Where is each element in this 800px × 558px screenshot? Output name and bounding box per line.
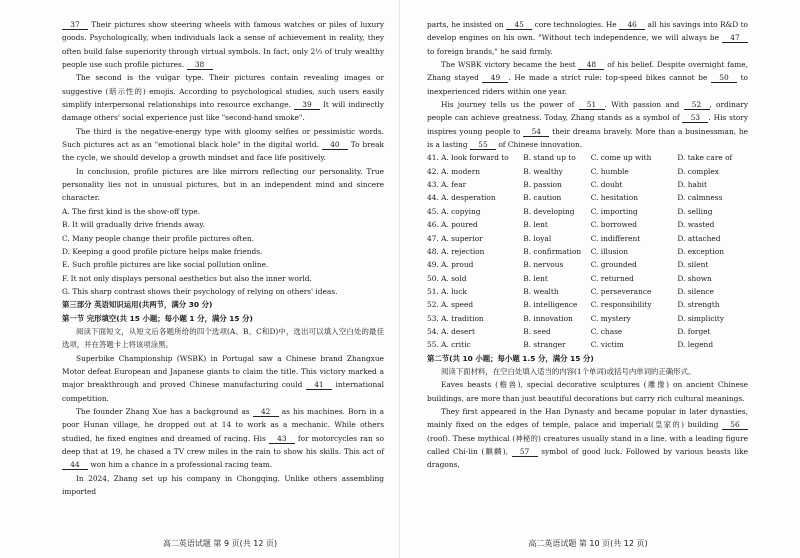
option-d[interactable]: D. forget [677,326,711,336]
option-b[interactable]: B. developing [523,206,575,216]
option-c[interactable]: C. come up with [590,153,652,163]
paragraph [62,232,384,245]
option-c[interactable]: C. perseverance [590,286,652,296]
option-row [427,232,748,245]
option-d[interactable]: D. complex [677,166,719,176]
grammar-fill-section [427,352,748,472]
text-run: The third is the negative-energy type with gloomy selfies or pessimistic words. Such pictures act as an "emotional black hole" in the digital world. [62,126,384,150]
option-n[interactable]: 53. A. tradition [427,313,484,323]
option-c[interactable]: C. hesitation [590,193,639,203]
text-run: B. It will gradually drive friends away. [62,220,205,230]
paragraph [62,352,384,405]
option-row [427,178,748,191]
paragraph [427,58,748,98]
paragraph [62,325,384,352]
text-run: core technologies. He [532,20,620,29]
section-heading [62,312,384,325]
option-row [427,298,748,311]
option-b[interactable]: B. wealth [523,286,559,296]
option-b[interactable]: B. lent [523,273,548,283]
option-d[interactable]: D. wasted [677,220,715,230]
answer-blank[interactable]: 45 [506,20,532,30]
section-heading [62,298,384,311]
paragraph [62,472,384,499]
text-run: to inexperienced riders within one year. [427,73,748,96]
paragraph [62,71,384,124]
option-d[interactable]: D. shown [677,273,712,283]
option-b[interactable]: B. nervous [523,260,564,270]
text-run: of Chinese innovation. [496,140,583,150]
answer-blank[interactable]: 42 [253,407,279,417]
option-b[interactable]: B. loyal [523,233,552,243]
text-run: It will indirectly damage others' social experience just like "second-hand smoke". [62,100,384,123]
option-row [427,205,748,218]
text-run: for motorcycles ran so deep that at 19, he chased a TV crew miles in the rain to show his skills. This act of [62,433,384,456]
paragraph [427,365,748,378]
answer-blank[interactable]: 49 [482,73,508,83]
option-c[interactable]: C. returned [590,273,634,283]
text-run: The second is the vulgar type. Their pictures contain revealing images or suggestive (暗示性的) emojis. According to psychological studies, such users easily simplify interpersonal relationships into resource exchange. [62,73,384,110]
answer-blank[interactable]: 52 [684,100,710,110]
text-run: G. This sharp contrast shows their psychology of relying on others' ideas. [62,286,338,296]
paragraph [62,272,384,285]
option-b[interactable]: B. passion [523,180,562,190]
option-b[interactable]: B. caution [523,193,562,203]
text-run: His journey tells us the power of [441,100,579,110]
option-d[interactable]: D. silence [677,286,714,296]
option-n[interactable]: 47. A. superior [427,233,483,243]
option-n[interactable]: 52. A. speed [427,300,474,310]
answer-blank[interactable]: 46 [619,20,645,30]
option-b[interactable]: B. confirmation [523,246,582,256]
text-run: . With passion and [604,100,684,110]
text-run: 第一节 完形填空(共 15 小题；每小题 1 分，满分 15 分) [62,313,253,323]
answer-blank[interactable]: 39 [294,100,320,110]
answer-blank[interactable]: 47 [722,33,748,43]
text-run: parts, he insisted on [427,20,507,29]
answer-blank[interactable]: 51 [579,100,605,110]
option-n[interactable]: 41. A. look forward to [427,153,509,163]
paragraph [427,378,748,405]
option-row [427,325,748,338]
answer-blank[interactable]: 53 [682,113,708,123]
option-row [427,218,748,231]
text-run: of his belief. Despite overnight fame, Zhang stayed [427,60,748,83]
answer-blank[interactable]: 56 [722,420,748,430]
option-n[interactable]: 50. A. sold [427,273,467,283]
text-run: The founder Zhang Xue has a background as [76,406,253,416]
option-d[interactable]: D. habit [677,180,707,190]
text-run: all his savings into R&D to develop engines on his own. "Without tech independence, we will always be [427,20,748,43]
answer-blank[interactable]: 38 [187,60,213,70]
option-d[interactable]: D. legend [677,340,714,350]
text-run: In 2024, Zhang set up his company in Chongqing. Unlike others assembling imported [62,473,384,497]
option-row [427,245,748,258]
section-heading [427,352,748,365]
text-run: Superbike Championship (WSBK) in Portugal saw a Chinese brand Zhangxue Motor defeat European and Japanese giants to claim the title. This victory marked a major breakthrough and proved Chinese manufacturing could [62,353,384,390]
text-run: They first appeared in the Han Dynasty and became popular in later dynasties, mainly fixed on the edges of temple, palace and imperial(皇家的) building [427,406,748,430]
text-run: won him a chance in a professional racing team. [88,460,273,470]
text-run: Their pictures show steering wheels with famous watches or piles of luxury goods. Psychologically, when individuals lack a sense of achievement in reality, they often build false superiority through virtual symbols. In fact, only 2⅓ of truly wealthy people use such profile pictures. [62,20,384,70]
option-c[interactable]: C. grounded [590,260,637,270]
paragraph [62,218,384,231]
paragraph [427,98,748,151]
answer-blank[interactable]: 40 [322,140,348,150]
text-run: D. Keeping a good profile picture helps make friends. [62,246,263,256]
text-run: A. The first kind is the show-off type. [62,206,201,216]
option-d[interactable]: D. attached [677,233,721,243]
answer-blank[interactable]: 48 [578,60,604,70]
text-run: . He made a strict rule: top-speed bikes cannot be [508,73,711,83]
option-c[interactable]: C. humble [590,166,629,176]
paragraph [62,165,384,205]
right-page-body [427,18,748,151]
option-n[interactable]: 51. A. luck [427,286,467,296]
text-run: international competition. [62,380,384,403]
option-b[interactable]: B. intelligence [523,300,578,310]
answer-blank[interactable]: 41 [306,380,332,390]
text-run: symbol of good luck. Followed by various beasts like dragons, [427,447,748,470]
page-footer-left: 高二英语试题 第 9 页(共 12 页) [162,539,278,548]
option-d[interactable]: D. silent [677,260,709,270]
option-d[interactable]: D. simplicity [677,313,724,323]
option-d[interactable]: D. take care of [677,153,733,163]
paragraph [427,18,748,58]
option-b[interactable]: B. innovation [523,313,573,323]
text-run: Eaves beasts (檐兽), special decorative sculptures (雕像) on ancient Chinese buildings, are more than just beautiful decorations but carry rich cultural meanings. [427,380,748,403]
option-c[interactable]: C. importing [590,206,638,216]
option-b[interactable]: B. stranger [523,340,566,350]
option-row [427,338,748,351]
text-run: their dreams bravely. More than a businessman, he is a lasting [427,126,748,150]
paragraph [62,125,384,165]
option-b[interactable]: B. seed [523,326,551,336]
option-n[interactable]: 45. A. copying [427,206,481,216]
answer-blank[interactable]: 55 [470,140,496,150]
option-n[interactable]: 43. A. fear [427,180,467,190]
option-d[interactable]: D. exception [677,246,725,256]
option-c[interactable]: C. chase [590,326,623,336]
left-page-body [62,18,384,498]
right-page [400,0,800,558]
paragraph [62,205,384,218]
option-n[interactable]: 48. A. rejection [427,246,485,256]
option-row [427,191,748,204]
text-run: 阅读下面短文，从短文后各题所给的四个选项(A、B、C和D)中，选出可以填入空白处的最佳选项，并在答题卡上将该项涂黑。 [62,326,384,350]
text-run: F. It not only displays personal aesthetics but also the inner world. [62,273,312,283]
text-run: To break the cycle, we should develop a growth mindset and face life positively. [62,140,385,163]
text-run: C. Many people change their profile pictures often. [62,233,254,243]
option-n[interactable]: 49. A. proud [427,260,474,270]
option-n[interactable]: 55. A. critic [427,340,471,350]
text-run: , ordinary people can achieve greatness. Today, Zhang stands as a symbol of [427,100,749,123]
text-run: 阅读下面材料，在空白处填入适当的内容(1个单词)或括号内单词的正确形式。 [441,366,696,376]
option-d[interactable]: D. strength [677,300,720,310]
option-row [427,165,748,178]
option-c[interactable]: C. indifferent [590,233,641,243]
option-b[interactable]: B. stand up to [523,153,576,163]
text-run: (roof). These mythical (神秘的) creatures usually stand in a line, with a leading figure called Chi-lin (麒麟), [427,433,748,456]
option-c[interactable]: C. doubt [590,180,623,190]
paragraph [62,258,384,271]
paragraph [62,285,384,298]
text-run: 第二节(共 10 小题；每小题 1.5 分，满分 15 分) [427,353,594,363]
option-n[interactable]: 44. A. desperation [427,193,496,203]
option-row [427,258,748,271]
option-b[interactable]: B. lent [523,220,548,230]
option-n[interactable]: 42. A. modern [427,166,480,176]
text-run: The WSBK victory became the best [441,60,579,70]
answer-blank[interactable]: 43 [269,434,295,444]
cloze-options-table [427,151,748,351]
paragraph [427,405,748,472]
page-footer-right: 高二英语试题 第 10 页(共 12 页) [528,539,648,548]
option-c[interactable]: C. mystery [590,313,631,323]
text-run: 第三部分 英语知识运用(共两节，满分 30 分) [62,300,213,310]
paragraph [62,18,384,71]
answer-blank[interactable]: 37 [62,20,88,30]
option-c[interactable]: C. victim [590,340,624,350]
text-run: E. Such profile pictures are like social pollution online. [62,260,269,270]
answer-blank[interactable]: 57 [512,447,538,457]
option-c[interactable]: C. responsibility [590,300,652,310]
option-c[interactable]: C. illusion [590,246,629,256]
text-run: . His story inspires young people to [427,113,748,136]
option-d[interactable]: D. calmness [677,193,723,203]
option-n[interactable]: 54. A. desert [427,326,475,336]
paragraph [62,245,384,258]
answer-blank[interactable]: 54 [523,127,549,137]
option-row [427,272,748,285]
option-row [427,151,748,164]
answer-blank[interactable]: 44 [62,460,88,470]
text-run: to foreign brands," he said firmly. [427,46,553,56]
answer-blank[interactable]: 50 [711,73,737,83]
option-n[interactable]: 46. A. poured [427,220,478,230]
option-row [427,285,748,298]
text-run: as his machines. Born in a poor Hunan village, he dropped out at 14 to work as a mechanic. While others studied, he fixed engines and dreamed of racing. His [62,406,385,443]
option-c[interactable]: C. borrowed [590,220,637,230]
paragraph [62,405,384,472]
option-row [427,312,748,325]
text-run: In conclusion, profile pictures are like mirrors reflecting our personality. True personality lies not in unusual pictures, but in an independent mind and sincere character. [62,166,384,203]
option-b[interactable]: B. wealthy [523,166,563,176]
option-d[interactable]: D. selling [677,206,713,216]
